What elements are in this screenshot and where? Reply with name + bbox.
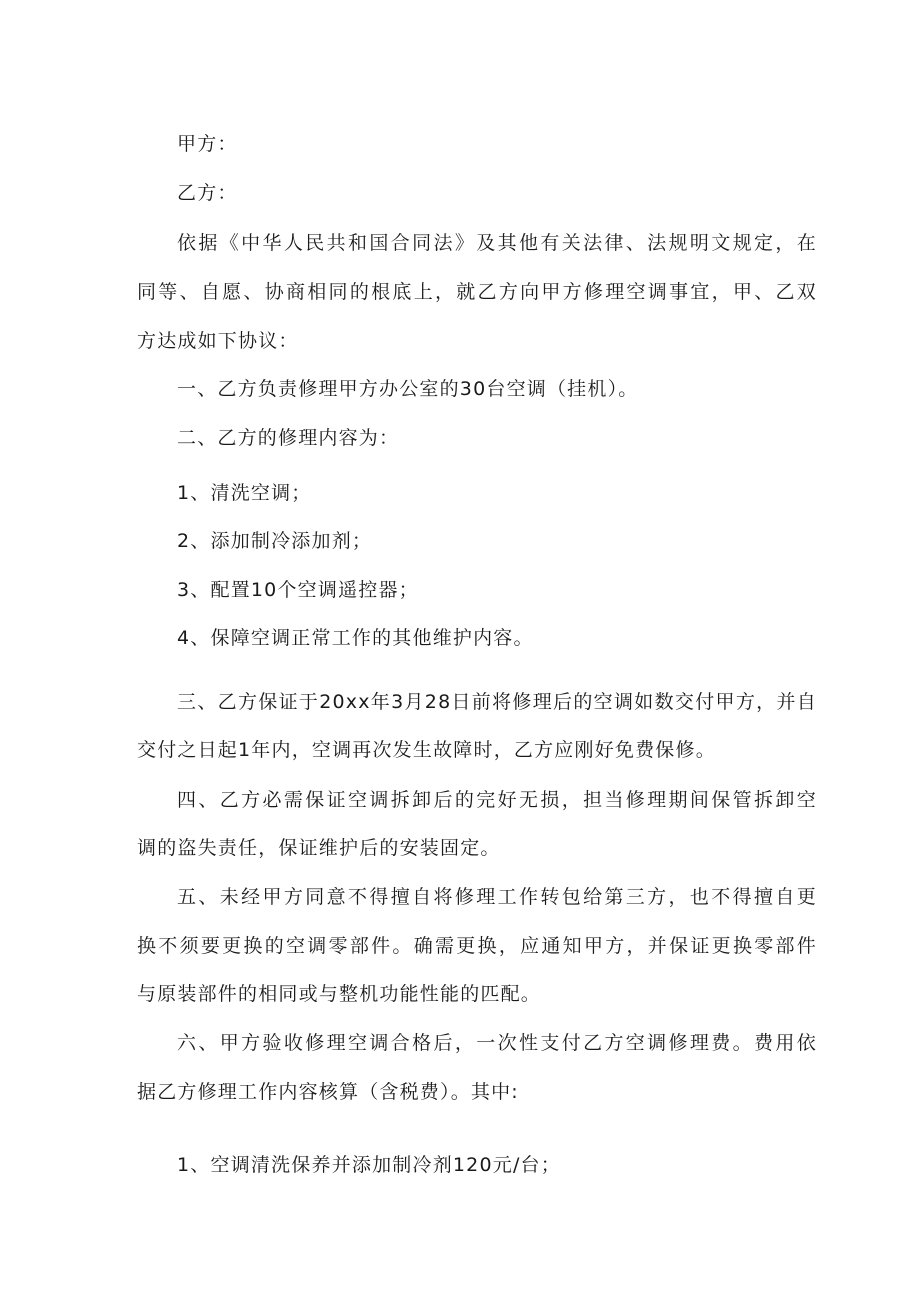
clause-3-line-2: 交付之日起1年内，空调再次发生故障时，乙方应刚好免费保修。 <box>137 739 716 761</box>
intro-line-3: 方达成如下协议： <box>137 330 299 352</box>
item-3: 3、配置10个空调遥控器； <box>177 579 419 601</box>
clause-6-line-2: 据乙方修理工作内容核算（含税费）。其中: <box>137 1081 519 1103</box>
party-a-label: 甲方： <box>177 133 238 155</box>
intro-line-1: 依据《中华人民共和国合同法》及其他有关法律、法规明文规定，在 <box>177 232 817 254</box>
party-b-label: 乙方： <box>177 182 238 204</box>
clause-6-line-1: 六、甲方验收修理空调合格后，一次性支付乙方空调修理费。费用依 <box>177 1032 817 1054</box>
fee-item-1: 1、空调清洗保养并添加制冷剂120元/台； <box>177 1154 561 1176</box>
clause-2: 二、乙方的修理内容为： <box>177 427 400 449</box>
item-4: 4、保障空调正常工作的其他维护内容。 <box>177 627 534 649</box>
clause-4-line-1: 四、乙方必需保证空调拆卸后的完好无损，担当修理期间保管拆卸空 <box>177 789 817 811</box>
clause-5-line-1: 五、未经甲方同意不得擅自将修理工作转包给第三方，也不得擅自更 <box>177 886 817 908</box>
clause-1: 一、乙方负责修理甲方办公室的30台空调（挂机）。 <box>177 378 639 400</box>
clause-5-line-2: 换不须要更换的空调零部件。确需更换，应通知甲方，并保证更换零部件 <box>137 935 817 957</box>
clause-5-line-3: 与原装部件的相同或与整机功能性能的匹配。 <box>137 983 542 1005</box>
intro-line-2: 同等、自愿、协商相同的根底上，就乙方向甲方修理空调事宜，甲、乙双 <box>137 281 817 303</box>
clause-3-line-1: 三、乙方保证于20xx年3月28日前将修理后的空调如数交付甲方，并自 <box>177 691 817 713</box>
item-1: 1、清洗空调； <box>177 482 312 504</box>
item-2: 2、添加制冷添加剂； <box>177 530 373 552</box>
clause-4-line-2: 调的盗失责任，保证维护后的安装固定。 <box>137 837 501 859</box>
